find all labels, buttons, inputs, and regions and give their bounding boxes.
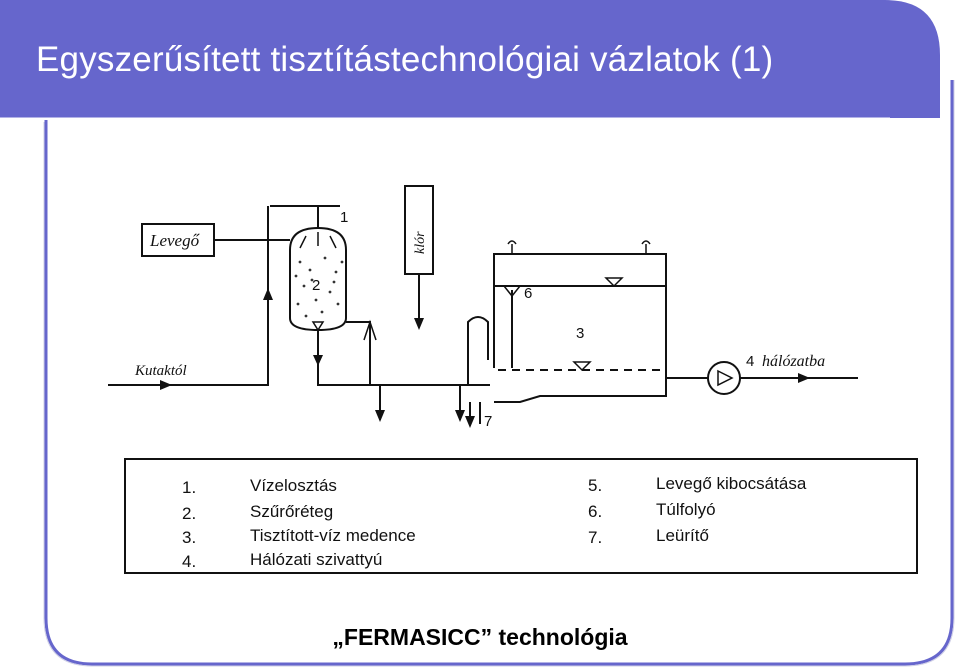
air-label: Levegő	[150, 231, 200, 250]
legend-text: Leürítő	[656, 526, 709, 545]
number-6: 6	[524, 285, 533, 302]
legend-text: Túlfolyó	[656, 500, 716, 519]
number-4: 4	[746, 353, 755, 370]
legend-box	[124, 458, 918, 574]
legend-num: 1.	[182, 478, 197, 497]
legend-text: Hálózati szivattyú	[250, 550, 383, 569]
legend-num: 3.	[182, 528, 197, 547]
legend-num: 7.	[588, 528, 603, 547]
number-3: 3	[576, 325, 585, 342]
distributor-pipe	[270, 206, 318, 228]
chlorine-label: klór	[413, 231, 428, 254]
legend-num: 4.	[182, 552, 197, 571]
number-7: 7	[484, 413, 493, 430]
number-2: 2	[312, 277, 321, 294]
chlorine-box	[405, 186, 433, 274]
legend-text: Vízelosztás	[250, 476, 337, 495]
legend-num: 6.	[588, 502, 603, 521]
number-1: 1	[340, 209, 349, 226]
source-label: Kutaktól	[135, 363, 187, 379]
network-label: hálózatba	[762, 353, 826, 370]
outlet-pipe	[318, 330, 490, 385]
legend-num: 5.	[588, 476, 603, 495]
page-title: Egyszerűsített tisztítástechnológiai vázlatok (1)	[36, 40, 774, 79]
legend-num: 2.	[182, 504, 197, 523]
legend-text: Tisztított-víz medence	[250, 526, 416, 545]
legend-text: Szűrőréteg	[250, 502, 334, 521]
legend-text: Levegő kibocsátása	[656, 474, 807, 493]
footer-caption: „FERMASICC” technológia	[332, 624, 628, 650]
